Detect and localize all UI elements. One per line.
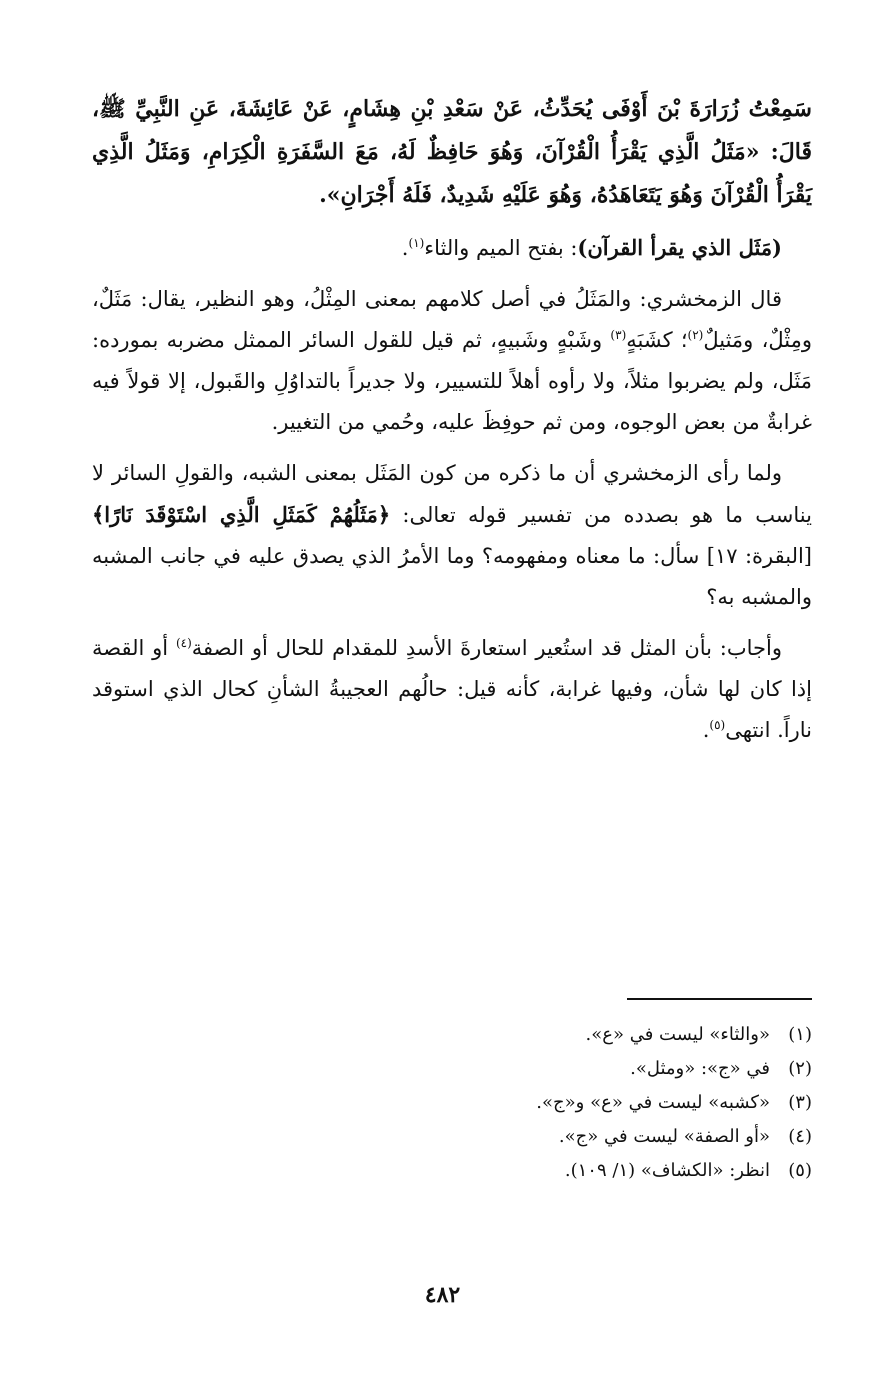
- footnote-text: في «ج»: «ومثل».: [630, 1058, 770, 1079]
- paragraph-zamakhshari: [92, 279, 812, 443]
- footnote-number: (٥): [788, 1160, 812, 1181]
- paragraph-text: ولما رأى الزمخشري أن ما ذكره من كون المَثَل بمعنى الشبه، والقولِ السائر لا يناسب ما هو بصدده من تفسير قوله تعالى:: [92, 461, 812, 527]
- footnote-ref: (٢): [687, 328, 704, 342]
- footnote-item: [312, 1120, 812, 1154]
- paragraph-explanation-phrase: [92, 227, 812, 269]
- paragraph-text: : بفتح الميم والثاء: [424, 236, 578, 260]
- paragraph-question: [92, 453, 812, 618]
- paragraph-text: وشَبْهٍ وشَبيهٍ، ثم قيل للقول السائر الممثل مضربه بمورده: مَثَل، ولم يضربوا مثلاً، ولا رأوه أهلاً للتسيير، ولا جديراً بالتداوُلِ والقَبول، إلا قولاً فيه غرابةٌ من بعض الوجوه، ومن ثم حوفِظَ عليه، وحُمي من التغيير.: [92, 328, 812, 434]
- footnote-item: [312, 1154, 812, 1188]
- footnote-number: (١): [788, 1024, 812, 1045]
- footnote-text: انظر: «الكشاف» (١/ ١٠٩).: [564, 1160, 770, 1181]
- paragraph-text: ؛ كشَبَهٍ: [626, 328, 688, 352]
- paragraph-answer: [92, 628, 812, 751]
- footnote-ref: (١): [408, 236, 425, 250]
- footnote-divider: [627, 998, 812, 1000]
- quran-verse: ﴿مَثَلُهُمْ كَمَثَلِ الَّذِي اسْتَوْقَدَ نَارًا﴾: [92, 502, 391, 527]
- footnote-number: (٤): [788, 1126, 812, 1147]
- paragraph-text: سأل: ما معناه ومفهومه؟ وما الأمرُ الذي يصدق عليه في جانب المشبه والمشبه به؟: [92, 544, 812, 609]
- footnote-ref: (٥): [709, 718, 726, 732]
- paragraph-text: وأجاب: بأن المثل قد استُعير استعارةَ الأسدِ للمقدام للحال أو الصفة: [191, 636, 782, 660]
- paragraph-text: أو القصة إذا كان لها شأن، وفيها غرابة، كأنه قيل: حالُهم العجيبةُ الشأنِ كحال الذي استوقد ناراً. انتهى: [92, 636, 812, 742]
- footnote-ref: (٤): [175, 636, 192, 650]
- main-text: [92, 88, 812, 761]
- verse-reference: [البقرة: ١٧]: [706, 544, 812, 568]
- footnote-number: (٣): [788, 1092, 812, 1113]
- paragraph-end: .: [702, 718, 710, 742]
- page-number: ٤٨٢: [424, 1282, 461, 1308]
- hadith-text: سَمِعْتُ زُرَارَةَ بْنَ أَوْفَى يُحَدِّثُ، عَنْ سَعْدِ بْنِ هِشَامٍ، عَنْ عَائِشَةَ، عَنِ النَّبِيِّ ﷺ، قَالَ: «مَثَلُ الَّذِي يَقْرَأُ الْقُرْآنَ، وَهُوَ حَافِظٌ لَهُ، مَعَ السَّفَرَةِ الْكِرَامِ، وَمَثَلُ الَّذِي يَقْرَأُ الْقُرْآنَ وَهُوَ يَتَعَاهَدُهُ، وَهُوَ عَلَيْهِ شَدِيدٌ، فَلَهُ أَجْرَانِ».: [92, 96, 812, 208]
- paragraph-end: .: [401, 236, 409, 260]
- paragraph-text: قال الزمخشري: والمَثَلُ في أصل كلامهم بمعنى المِثْلُ، وهو النظير، يقال: مَثَلٌ، ومِثْلٌ، ومَثيلٌ: [92, 287, 812, 352]
- footnote-item: [312, 1086, 812, 1120]
- footnotes: [312, 1018, 812, 1188]
- footnote-text: «كشبه» ليست في «ع» و«ج».: [536, 1092, 770, 1113]
- footnote-item: [312, 1018, 812, 1052]
- footnote-text: «والثاء» ليست في «ع».: [585, 1024, 770, 1045]
- footnote-number: (٢): [788, 1058, 812, 1079]
- footnote-ref: (٣): [610, 328, 627, 342]
- footnote-item: [312, 1052, 812, 1086]
- quoted-phrase: (مَثَل الذي يقرأ القرآن): [577, 235, 782, 260]
- footnote-text: «أو الصفة» ليست في «ج».: [558, 1126, 770, 1147]
